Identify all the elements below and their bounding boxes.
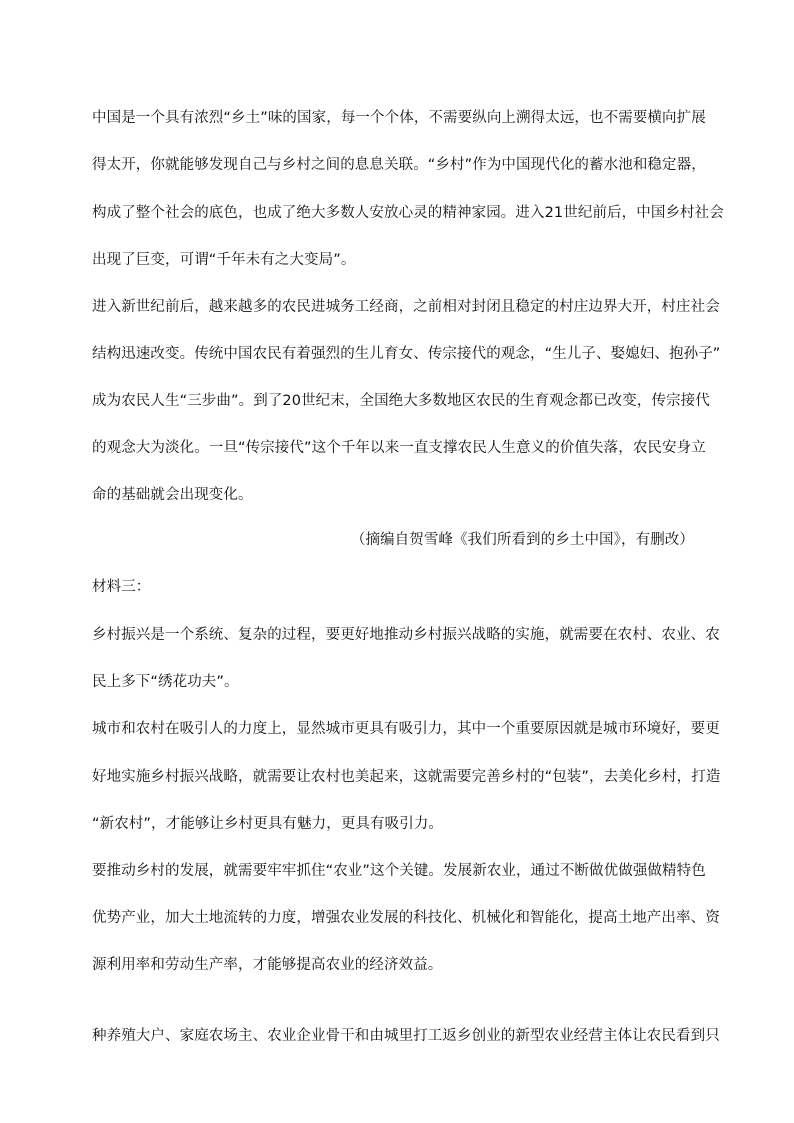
paragraph-line: “新农村”，才能够让乡村更具有魅力，更具有吸引力。	[92, 816, 444, 832]
paragraph-line: 成为农民人生“三步曲”。到了20世纪末，全国绝大多数地区农民的生育观念都已改变，传宗接代	[92, 393, 710, 409]
paragraph-line: 民上多下“绣花功夫”。	[92, 674, 239, 690]
paragraph-line: 乡村振兴是一个系统、复杂的过程，要更好地推动乡村振兴战略的实施，就需要在农村、农业、农	[92, 627, 720, 643]
paragraph-line: 中国是一个具有浓烈“乡土”味的国家，每一个个体，不需要纵向上溯得太远，也不需要横向扩展	[92, 110, 706, 126]
paragraph-line: 优势产业，加大土地流转的力度，增强农业发展的科技化、机械化和智能化，提高土地产出率、资	[92, 910, 720, 926]
section-heading: 材料三：	[92, 579, 151, 595]
paragraph-line: 种养殖大户、家庭农场主、农业企业骨干和由城里打工返乡创业的新型农业经营主体让农民看到只	[92, 1028, 720, 1044]
paragraph-line: 结构迅速改变。传统中国农民有着强烈的生儿育女、传宗接代的观念，“生儿子、娶媳妇、抱孙子”	[92, 346, 721, 362]
paragraph-line: 好地实施乡村振兴战略，就需要让农村也美起来，这就需要完善乡村的“包装”，去美化乡村，打造	[92, 769, 721, 785]
paragraph-line: 的观念大为淡化。一旦“传宗接代”这个千年以来一直支撑农民人生意义的价值失落，农民安身立	[92, 440, 706, 456]
paragraph-line: 出现了巨变，可谓“千年未有之大变局”。	[92, 252, 356, 268]
paragraph-line: 进入新世纪前后，越来越多的农民进城务工经商，之前相对封闭且稳定的村庄边界大开，村庄社会	[92, 299, 720, 315]
paragraph-line: 命的基础就会出现变化。	[92, 487, 253, 503]
paragraph-line: 源利用率和劳动生产率，才能够提高农业的经济效益。	[92, 957, 443, 973]
paragraph-line: 得太开，你就能够发现自己与乡村之间的息息关联。“乡村”作为中国现代化的蓄水池和稳定器，	[92, 157, 706, 173]
paragraph-line: 城市和农村在吸引人的力度上，显然城市更具有吸引力，其中一个重要原因就是城市环境好，要更	[92, 721, 720, 737]
paragraph-line: 要推动乡村的发展，就需要牢牢抓住“农业”这个关键。发展新农业，通过不断做优做强做精特色	[92, 863, 706, 879]
source-citation: （摘编自贺雪峰《我们所看到的乡土中国》，有删改）	[350, 532, 694, 548]
paragraph-line: 构成了整个社会的底色，也成了绝大多数人安放心灵的精神家园。进入21世纪前后，中国乡村社会	[92, 205, 724, 221]
